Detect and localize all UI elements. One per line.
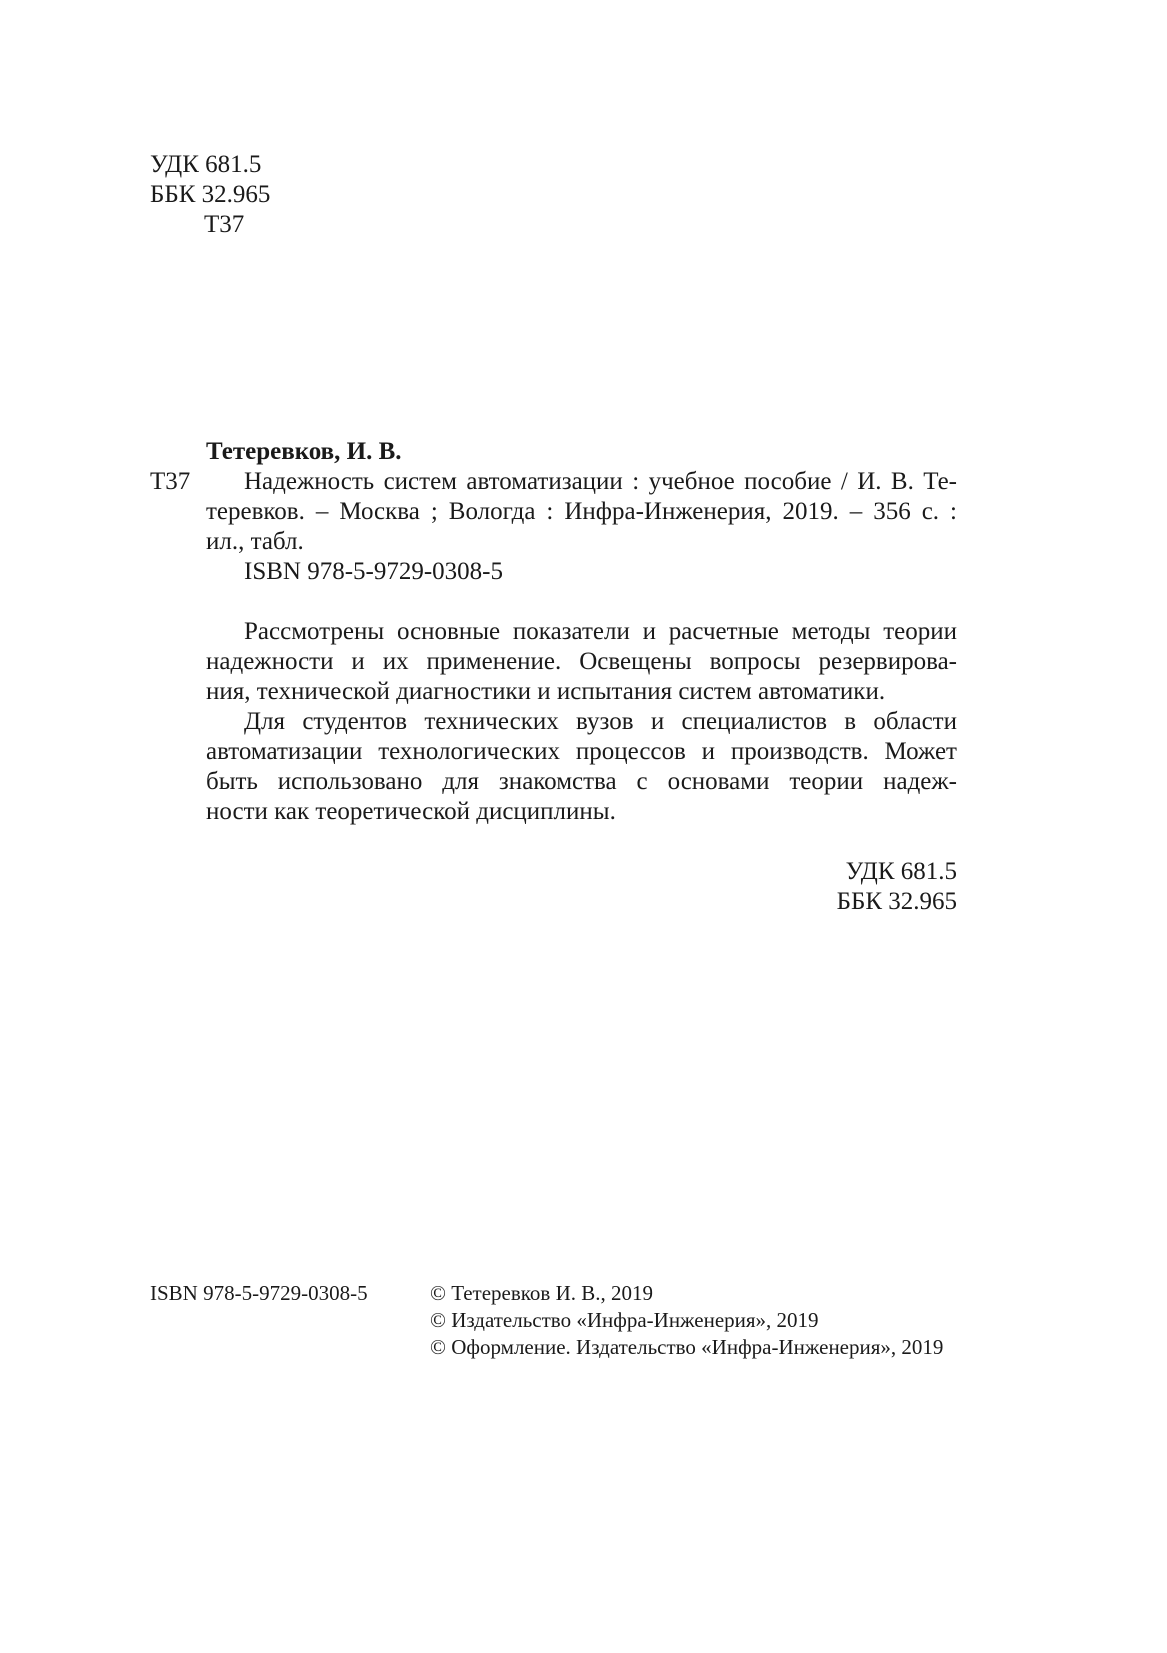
entry-isbn: ISBN 978-5-9729-0308-5 <box>244 558 504 585</box>
annotation-p2-line-3: быть использовано для знакомства с основами теории надеж- <box>206 768 957 795</box>
copyright-design: © Оформление. Издательство «Инфра-Инженерия», 2019 <box>430 1335 944 1359</box>
annotation-p1-line-2: надежности и их применение. Освещены вопросы резервирова- <box>206 648 957 675</box>
bbk-code-bottom: ББК 32.965 <box>836 888 957 915</box>
annotation-p1-line-3: ния, технической диагностики и испытания систем автоматики. <box>206 678 886 705</box>
udk-code-bottom: УДК 681.5 <box>845 858 957 885</box>
entry-author-mark: Т37 <box>150 468 191 495</box>
annotation-p2-line-2: автоматизации технологических процессов и производств. Может <box>206 738 957 765</box>
copyright-publisher: © Издательство «Инфра-Инженерия», 2019 <box>430 1308 819 1332</box>
entry-description-line-3: ил., табл. <box>206 528 304 555</box>
annotation-p2-line-4: ности как теоретической дисциплины. <box>206 798 616 825</box>
annotation-p1-line-1: Рассмотрены основные показатели и расчетные методы теории <box>244 618 957 645</box>
author-mark-top: Т37 <box>204 211 245 238</box>
bbk-code-top: ББК 32.965 <box>150 181 271 208</box>
copyright-author: © Тетеревков И. В., 2019 <box>430 1281 654 1305</box>
udk-code-top: УДК 681.5 <box>150 151 262 178</box>
footer-isbn: ISBN 978-5-9729-0308-5 <box>150 1281 368 1305</box>
entry-description-line-1: Надежность систем автоматизации : учебное пособие / И. В. Те- <box>244 468 957 495</box>
entry-author: Тетеревков, И. В. <box>206 438 402 465</box>
entry-description-line-2: теревков. – Москва ; Вологда : Инфра-Инженерия, 2019. – 356 с. : <box>206 498 957 525</box>
annotation-p2-line-1: Для студентов технических вузов и специалистов в области <box>244 708 957 735</box>
